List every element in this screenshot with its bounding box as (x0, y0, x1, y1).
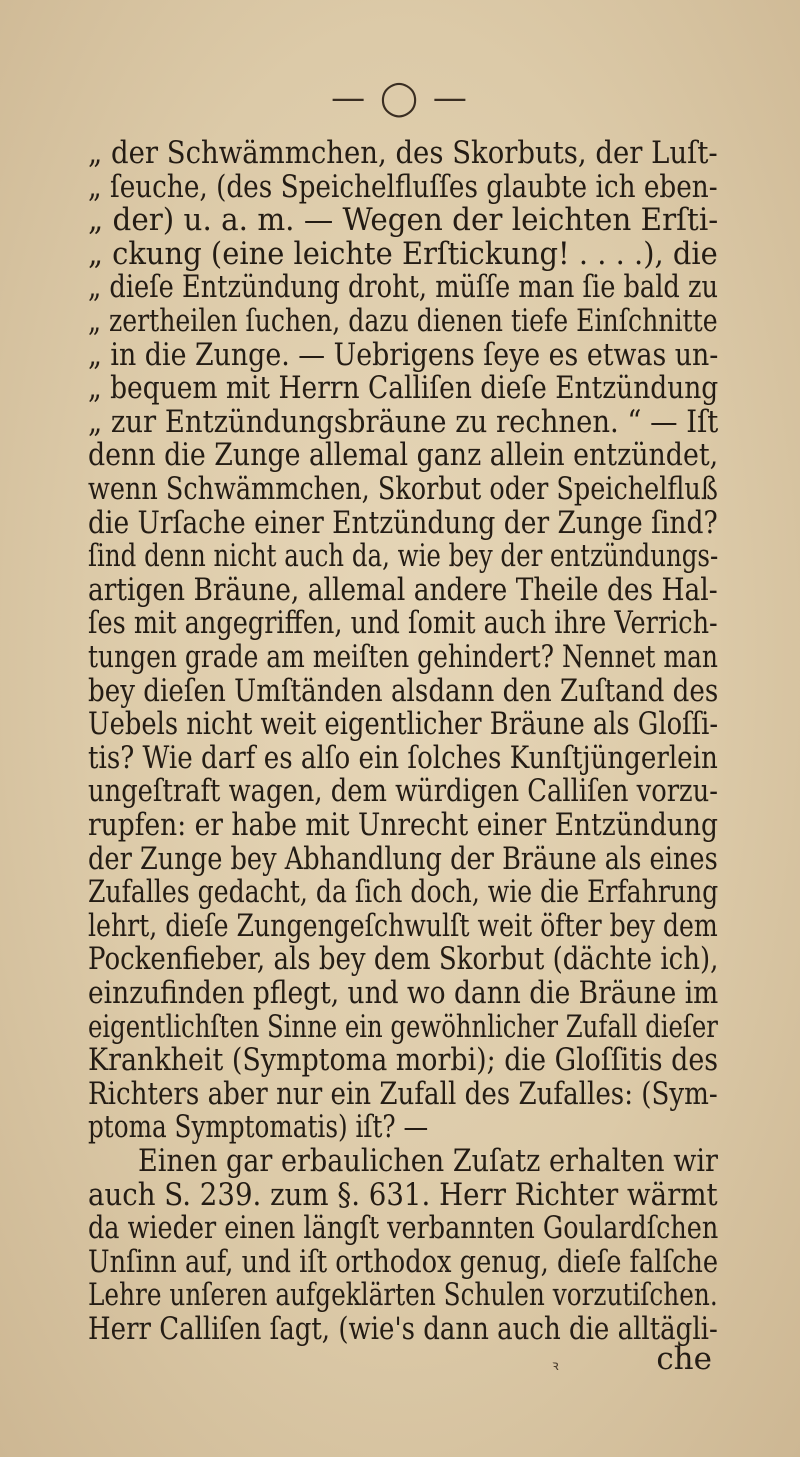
text-line: Unſinn auf, und iſt orthodox genug, dieſe falſche (88, 1243, 718, 1280)
text-line: Richters aber nur ein Zufall des Zufalles: (Sym- (88, 1075, 718, 1112)
text-line: der Zunge bey Abhandlung der Bräune als eines (88, 840, 718, 877)
text-line: ptoma Symptomatis) iſt? — (88, 1109, 429, 1146)
text-line: „ ſeuche, (des Speichelfluſſes glaubte ich eben- (88, 168, 718, 205)
text-line: „ in die Zunge. — Uebrigens ſeye es etwas un- (88, 336, 719, 373)
text-line: rupfen: er habe mit Unrecht einer Entzündung (88, 807, 718, 843)
text-line: denn die Zunge allemal ganz allein entzündet, (88, 437, 719, 474)
text-line: tis? Wie darf es alſo ein ſolches Kunſtjüngerlein (88, 739, 718, 776)
text-line: Krankheit (Symptoma morbi); die Gloſſitis des (88, 1042, 719, 1079)
text-line: Pockenfieber, als bey dem Skorbut (dächte ich), (88, 941, 719, 978)
text-line: „ bequem mit Herrn Calliſen dieſe Entzündung (88, 370, 719, 407)
text-line: eigentlichſten Sinne ein gewöhnlicher Zufall dieſer (88, 1008, 718, 1045)
text-line: „ der) u. a. m. — Wegen der leichten Erſti- (88, 202, 719, 239)
text-line: einzufinden pflegt, und wo dann die Bräune im (88, 975, 719, 1011)
signature-mark: ꝛ (552, 1358, 559, 1374)
page-number-ornament: — ◯ — (331, 78, 469, 118)
text-line: „ ckung (eine leichte Erſtickung! . . . .), die (88, 235, 718, 272)
text-line: ſind denn nicht auch da, wie bey der entzündungs- (88, 538, 719, 575)
text-line: Herr Calliſen ſagt, (wie's dann auch die alltägli- (88, 1311, 718, 1347)
text-line: Einen gar erbaulichen Zuſatz erhalten wir (138, 1143, 718, 1179)
text-line: lehrt, dieſe Zungengeſchwulſt weit öfter bey dem (88, 907, 718, 944)
text-line: auch S. 239. zum §. 631. Herr Richter wärmt (88, 1176, 718, 1213)
text-line: wenn Schwämmchen, Skorbut oder Speichelfluß (88, 471, 718, 507)
text-line: die Urſache einer Entzündung der Zunge ſind? (88, 504, 718, 541)
catchword: che (656, 1341, 712, 1377)
text-line: „ dieſe Entzündung droht, müſſe man ſie bald zu (88, 269, 718, 306)
text-line: Uebels nicht weit eigentlicher Bräune als Gloſſi- (88, 706, 719, 743)
text-line: Lehre unſeren aufgeklärten Schulen vorzutiſchen. (88, 1277, 718, 1314)
text-line: Zufalles gedacht, da ſich doch, wie die Erfahrung (88, 874, 719, 911)
text-line: artigen Bräune, allemal andere Theile des Hal- (88, 571, 718, 608)
text-line: „ zur Entzündungsbräune zu rechnen. “ — Iſt (88, 403, 719, 440)
text-line: ungeſtraft wagen, dem würdigen Calliſen vorzu- (88, 773, 718, 810)
text-line: tungen grade am meiſten gehindert? Nennet man (88, 639, 718, 675)
text-line: „ zertheilen ſuchen, dazu dienen tiefe Einſchnitte (88, 303, 718, 339)
text-line: da wieder einen längſt verbannten Goulardſchen (88, 1210, 719, 1247)
text-line: bey dieſen Umſtänden alsdann den Zuſtand des (88, 672, 719, 709)
text-line: „ der Schwämmchen, des Skorbuts, der Luſt- (88, 135, 718, 171)
text-line: ſes mit angegriffen, und ſomit auch ihre Verrich- (88, 605, 718, 642)
